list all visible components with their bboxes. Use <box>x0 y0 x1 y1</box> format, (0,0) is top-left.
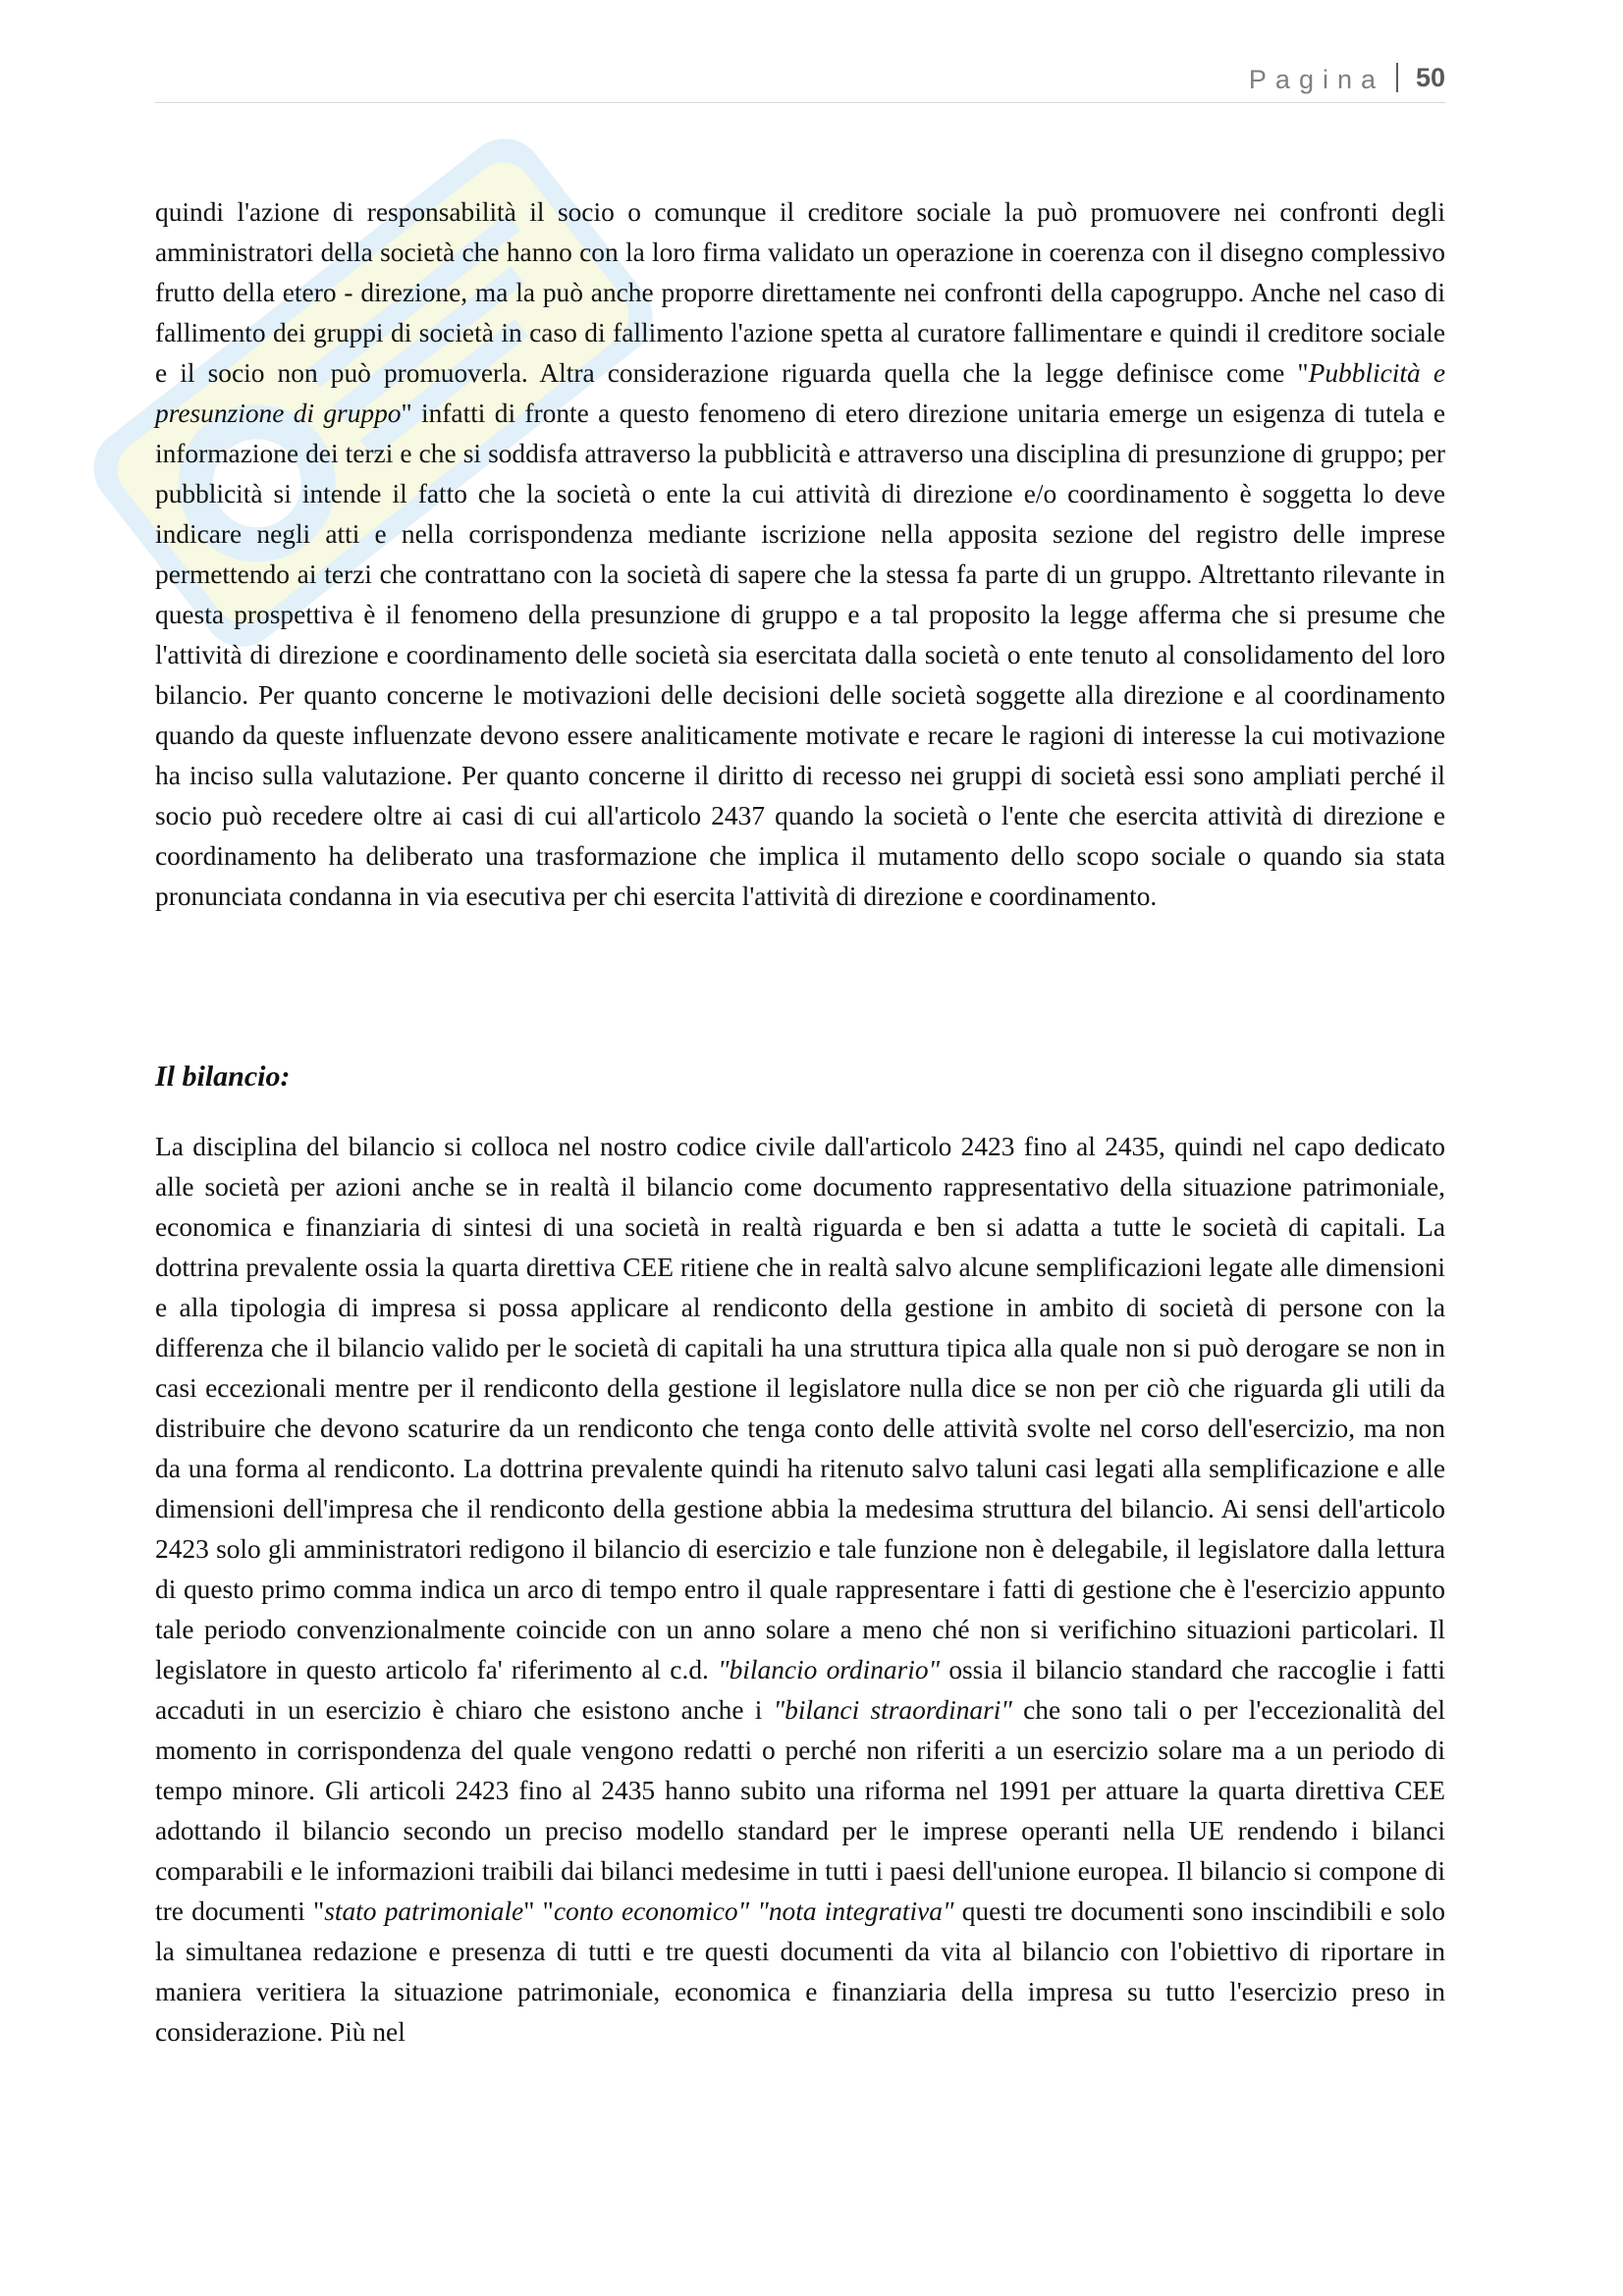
body-paragraph-2 <box>155 1127 1445 2053</box>
page-number: 50 <box>1415 63 1445 92</box>
header-separator <box>1396 63 1398 92</box>
italic-term: "bilanci straordinari" <box>773 1695 1012 1725</box>
text-run: " infatti di fronte a questo fenomeno di etero direzione unitaria emerge un esigenza di tutela e informazione dei terzi e che si soddisfa attraverso la pubblicità e attraverso una disciplina di presunzione di gruppo; per pubblicità si intende il fatto che la società o ente la cui attività di direzione e/o coordinamento è soggetta lo deve indicare negli atti e nella corrispondenza mediante iscrizione nella apposita sezione del registro delle imprese permettendo ai terzi che contrattano con la società di sapere che la stessa fa parte di un gruppo. Altrettanto rilevante in questa prospettiva è il fenomeno della presunzione di gruppo e a tal proposito la legge afferma che si presume che l'attività di direzione e coordinamento delle società sia esercitata dalla società o ente tenuto al consolidamento del loro bilancio. Per quanto concerne le motivazioni delle decisioni delle società soggette alla direzione e al coordinamento quando da queste influenzate devono essere analiticamente motivate e recare le ragioni di interesse la cui motivazione ha inciso sulla valutazione. Per quanto concerne il diritto di recesso nei gruppi di società essi sono ampliati perché il socio può recedere oltre ai casi di cui all'articolo 2437 quando la società o l'ente che esercita attività di direzione e coordinamento ha deliberato una trasformazione che implica il mutamento dello scopo sociale o quando sia stata pronunciata condanna in via esecutiva per chi esercita l'attività di direzione e coordinamento. <box>155 399 1446 911</box>
body-paragraph-1 <box>155 192 1445 917</box>
page-header <box>155 61 1445 100</box>
italic-term: "bilancio ordinario" <box>718 1655 941 1684</box>
italic-term: stato patrimoniale <box>324 1896 524 1926</box>
italic-term: conto economico" "nota integrativa" <box>553 1896 954 1926</box>
text-run: La disciplina del bilancio si colloca nel nostro codice civile dall'articolo 2423 fino al 2435, quindi nel capo dedicato alle società per azioni anche se in realtà il bilancio come documento rappresentativo della situazione patrimoniale, economica e finanziaria di sintesi di una società in realtà riguarda e ben si adatta a tutte le società di capitali. La dottrina prevalente ossia la quarta direttiva CEE ritiene che in realtà salvo alcune semplificazioni legate alle dimensioni e alla tipologia di impresa si possa applicare al rendiconto della gestione in ambito di società di persone con la differenza che il bilancio valido per le società di capitali ha una struttura tipica alla quale non si può derogare se non in casi eccezionali mentre per il rendiconto della gestione il legislatore nulla dice se non per ciò che riguarda gli utili da distribuire che devono scaturire da un rendiconto che tenga conto delle attività svolte nel corso dell'esercizio, ma non da una forma al rendiconto. La dottrina prevalente quindi ha ritenuto salvo taluni casi legati alla semplificazione e alle dimensioni dell'impresa che il rendiconto della gestione abbia la medesima struttura del bilancio. Ai sensi dell'articolo 2423 solo gli amministratori redigono il bilancio di esercizio e tale funzione non è delegabile, il legislatore dalla lettura di questo primo comma indica un arco di tempo entro il quale rappresentare i fatti di gestione che è l'esercizio appunto tale periodo convenzionalmente coincide con un anno solare a meno ché non si verifichino situazioni particolari. Il legislatore in questo articolo fa' riferimento al c.d. <box>155 1132 1445 1684</box>
italic-term: Pubblicità e presunzione di gruppo <box>155 358 1445 428</box>
text-run: " " <box>523 1896 554 1926</box>
text-run: che sono tali o per l'eccezionalità del momento in corrispondenza del quale vengono redatti o perché non riferiti a un esercizio solare ma a un periodo di tempo minore. Gli articoli 2423 fino al 2435 hanno subito una riforma nel 1991 per attuare la quarta direttiva CEE adottando il bilancio secondo un preciso modello standard per le imprese operanti nella UE rendendo i bilanci comparabili e le informazioni traibili dai bilanci medesime in tutti i paesi dell'unione europea. Il bilancio si compone di tre documenti " <box>155 1695 1445 1926</box>
text-run: ossia il bilancio standard che raccoglie i fatti accaduti in un esercizio è chiaro che esistono anche i <box>155 1655 1445 1725</box>
page-label: Pagina <box>1248 65 1384 94</box>
header-rule <box>155 102 1445 103</box>
section-heading: Il bilancio: <box>155 1060 291 1093</box>
text-run: questi tre documenti sono inscindibili e solo la simultanea redazione e presenza di tutti e tre questi documenti da vita al bilancio con l'obiettivo di riportare in maniera veritiera la situazione patrimoniale, economica e finanziaria della impresa su tutto l'esercizio preso in considerazione. Più nel <box>155 1896 1445 2047</box>
text-run: quindi l'azione di responsabilità il socio o comunque il creditore sociale la può promuovere nei confronti degli amministratori della società che hanno con la loro firma validato un operazione in coerenza con il disegno complessivo frutto della etero - direzione, ma la può anche proporre direttamente nei confronti della capogruppo. Anche nel caso di fallimento dei gruppi di società in caso di fallimento l'azione spetta al curatore fallimentare e quindi il creditore sociale e il socio non può promuoverla. Altra considerazione riguarda quella che la legge definisce come " <box>155 197 1445 388</box>
